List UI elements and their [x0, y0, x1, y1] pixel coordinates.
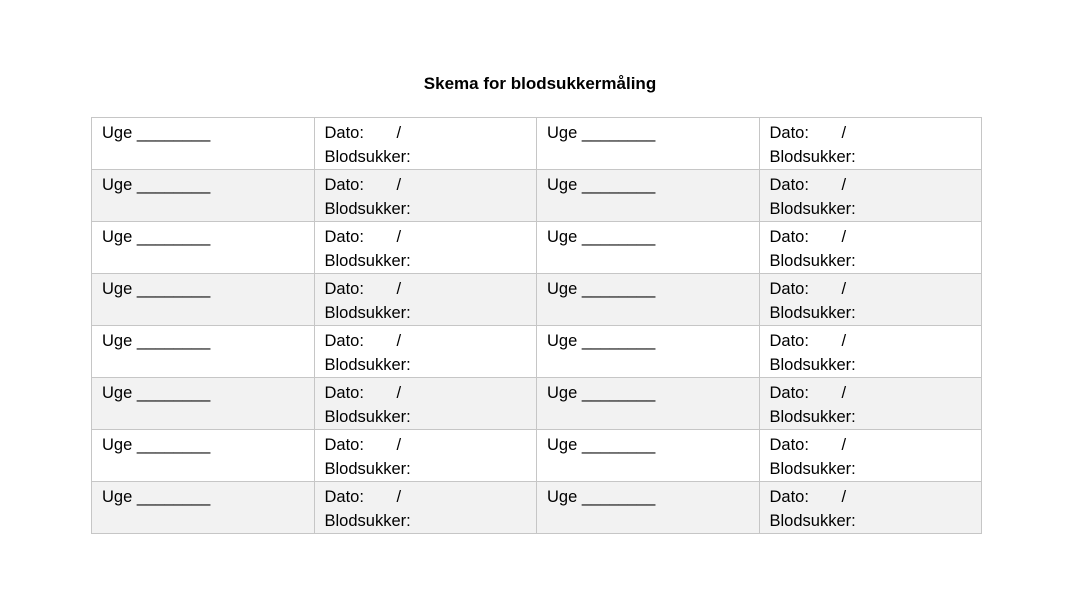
blood-sugar-label: Blodsukker: — [324, 460, 411, 478]
week-cell — [92, 222, 315, 274]
date-label: Dato: — [324, 436, 364, 454]
date-label: Dato: — [769, 332, 809, 350]
table-row — [92, 274, 982, 326]
table-row — [92, 326, 982, 378]
date-separator: / — [396, 176, 402, 194]
date-label: Dato: — [324, 176, 364, 194]
blood-sugar-label: Blodsukker: — [769, 512, 856, 530]
date-separator: / — [841, 124, 847, 142]
measurement-cell — [759, 274, 982, 326]
week-cell — [537, 326, 760, 378]
date-line — [770, 225, 982, 249]
date-line — [325, 277, 537, 301]
measurement-cell — [759, 430, 982, 482]
week-cell — [92, 118, 315, 170]
measurement-cell — [314, 118, 537, 170]
week-field: Uge ________ — [102, 124, 211, 142]
blood-sugar-label: Blodsukker: — [769, 148, 856, 166]
date-separator: / — [841, 228, 847, 246]
blood-sugar-label: Blodsukker: — [324, 304, 411, 322]
date-separator: / — [396, 124, 402, 142]
date-line — [770, 329, 982, 353]
date-label: Dato: — [769, 228, 809, 246]
measurement-cell — [759, 222, 982, 274]
measurement-cell — [759, 118, 982, 170]
measurement-cell — [314, 222, 537, 274]
date-separator: / — [841, 488, 847, 506]
date-line — [325, 329, 537, 353]
date-separator: / — [841, 176, 847, 194]
week-cell — [92, 274, 315, 326]
measurement-cell — [759, 326, 982, 378]
week-field: Uge ________ — [547, 228, 656, 246]
week-field: Uge ________ — [102, 228, 211, 246]
date-label: Dato: — [769, 176, 809, 194]
week-field: Uge ________ — [547, 436, 656, 454]
date-line — [770, 485, 982, 509]
table-row — [92, 118, 982, 170]
date-line — [325, 121, 537, 145]
date-separator: / — [396, 384, 402, 402]
date-line — [770, 381, 982, 405]
week-cell — [92, 326, 315, 378]
measurement-cell — [759, 170, 982, 222]
week-cell — [537, 378, 760, 430]
week-cell — [537, 222, 760, 274]
date-label: Dato: — [324, 228, 364, 246]
date-label: Dato: — [324, 332, 364, 350]
blood-sugar-label: Blodsukker: — [769, 200, 856, 218]
week-cell — [537, 274, 760, 326]
measurement-cell — [759, 378, 982, 430]
date-line — [770, 173, 982, 197]
measurement-cell — [314, 326, 537, 378]
week-cell — [537, 118, 760, 170]
date-label: Dato: — [324, 124, 364, 142]
date-separator: / — [396, 332, 402, 350]
week-field: Uge ________ — [102, 384, 211, 402]
blood-sugar-label: Blodsukker: — [324, 252, 411, 270]
measurement-cell — [314, 482, 537, 534]
measurement-cell — [314, 378, 537, 430]
date-separator: / — [396, 280, 402, 298]
date-line — [325, 381, 537, 405]
table-row — [92, 482, 982, 534]
date-label: Dato: — [324, 384, 364, 402]
blood-sugar-label: Blodsukker: — [769, 460, 856, 478]
measurement-cell — [314, 170, 537, 222]
blood-sugar-label: Blodsukker: — [769, 356, 856, 374]
week-cell — [537, 482, 760, 534]
week-field: Uge ________ — [102, 436, 211, 454]
table-row — [92, 430, 982, 482]
week-cell — [92, 430, 315, 482]
blood-sugar-label: Blodsukker: — [324, 200, 411, 218]
date-separator: / — [396, 488, 402, 506]
blood-sugar-label: Blodsukker: — [769, 304, 856, 322]
week-cell — [92, 482, 315, 534]
date-separator: / — [396, 228, 402, 246]
date-label: Dato: — [324, 488, 364, 506]
date-line — [770, 277, 982, 301]
week-cell — [537, 430, 760, 482]
week-field: Uge ________ — [547, 332, 656, 350]
blood-sugar-label: Blodsukker: — [324, 356, 411, 374]
blood-sugar-label: Blodsukker: — [769, 408, 856, 426]
date-line — [770, 433, 982, 457]
document-title: Skema for blodsukkermåling — [423, 74, 657, 93]
measurement-cell — [314, 274, 537, 326]
date-line — [325, 485, 537, 509]
blood-sugar-label: Blodsukker: — [324, 408, 411, 426]
blood-sugar-label: Blodsukker: — [769, 252, 856, 270]
week-field: Uge ________ — [102, 332, 211, 350]
date-separator: / — [841, 436, 847, 454]
week-field: Uge ________ — [547, 488, 656, 506]
date-label: Dato: — [324, 280, 364, 298]
date-label: Dato: — [769, 124, 809, 142]
week-field: Uge ________ — [547, 384, 656, 402]
measurement-cell — [759, 482, 982, 534]
table-row — [92, 222, 982, 274]
date-separator: / — [841, 280, 847, 298]
date-line — [325, 225, 537, 249]
week-field: Uge ________ — [547, 124, 656, 142]
blood-sugar-label: Blodsukker: — [324, 148, 411, 166]
table-row — [92, 378, 982, 430]
blood-sugar-label: Blodsukker: — [324, 512, 411, 530]
date-separator: / — [841, 332, 847, 350]
date-label: Dato: — [769, 280, 809, 298]
measurement-cell — [314, 430, 537, 482]
date-line — [325, 433, 537, 457]
date-label: Dato: — [769, 384, 809, 402]
table-row — [92, 170, 982, 222]
table-body — [92, 118, 982, 534]
week-field: Uge ________ — [547, 176, 656, 194]
date-label: Dato: — [769, 488, 809, 506]
week-field: Uge ________ — [102, 280, 211, 298]
week-field: Uge ________ — [547, 280, 656, 298]
week-cell — [92, 378, 315, 430]
date-separator: / — [841, 384, 847, 402]
blood-sugar-table — [91, 117, 982, 534]
date-line — [770, 121, 982, 145]
date-line — [325, 173, 537, 197]
date-separator: / — [396, 436, 402, 454]
week-field: Uge ________ — [102, 488, 211, 506]
week-field: Uge ________ — [102, 176, 211, 194]
date-label: Dato: — [769, 436, 809, 454]
week-cell — [537, 170, 760, 222]
week-cell — [92, 170, 315, 222]
